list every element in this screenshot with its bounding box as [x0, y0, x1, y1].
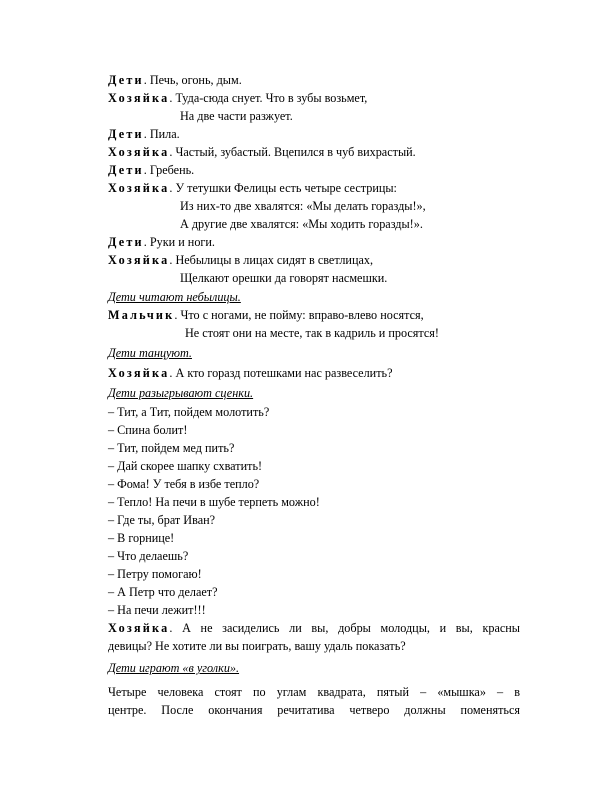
paragraph-line: Четыре человека стоят по углам квадрата, пятый – «мышка» – в — [108, 685, 520, 699]
dialogue-line — [108, 180, 397, 196]
dialogue-line — [108, 620, 520, 636]
dialogue-line: – Петру помогаю! — [108, 567, 202, 581]
line-text: А другие две хвалятся: «Мы ходить горазды!». — [180, 217, 423, 231]
verse-line — [180, 108, 293, 124]
dialogue-line — [108, 72, 242, 88]
speaker-name: Дети — [108, 163, 144, 177]
dialogue-line — [108, 126, 180, 142]
stage-direction: Дети танцуют. — [108, 346, 192, 360]
line-text: . Что с ногами, не пойму: вправо-влево носятся, — [174, 308, 424, 322]
line-text: . А кто горазд потешками нас развеселить? — [169, 366, 393, 380]
dialogue-line: – Где ты, брат Иван? — [108, 513, 216, 527]
dialogue-line: – В горнице! — [108, 531, 175, 545]
verse-line — [185, 325, 439, 341]
dialogue-line: – Тит, пойдем мед пить? — [108, 441, 235, 455]
stage-direction: Дети разыгрывают сценки. — [108, 386, 254, 400]
dialogue-line — [108, 144, 416, 160]
speaker-name: Хозяйка — [108, 253, 170, 267]
dialogue-line: – Спина болит! — [108, 423, 188, 437]
line-text: . Пила. — [143, 127, 180, 141]
dialogue-line — [108, 307, 424, 323]
line-text: Не стоят они на месте, так в кадриль и просятся! — [185, 326, 439, 340]
speaker-name: Хозяйка — [108, 621, 170, 635]
line-text: Щелкают орешки да говорят насмешки. — [180, 271, 388, 285]
stage-direction: Дети играют «в уголки». — [108, 661, 240, 675]
dialogue-line: – Что делаешь? — [108, 549, 189, 563]
dialogue-line: – А Петр что делает? — [108, 585, 218, 599]
line-text: . Руки и ноги. — [143, 235, 215, 249]
speaker-name: Мальчик — [108, 308, 175, 322]
verse-line — [180, 270, 387, 286]
dialogue-line — [108, 90, 367, 106]
dialogue-line: – Тепло! На печи в шубе терпеть можно! — [108, 495, 320, 509]
line-text: . Туда-сюда снует. Что в зубы возьмет, — [169, 91, 368, 105]
dialogue-line — [108, 234, 215, 250]
stage-direction: Дети читают небылицы. — [108, 290, 241, 304]
dialogue-line — [108, 162, 194, 178]
line-text: . Частый, зубастый. Вцепился в чуб вихрастый. — [169, 145, 416, 159]
line-text: . А не засиделись ли вы, добры молодцы, и вы, красны — [169, 621, 520, 635]
speaker-name: Хозяйка — [108, 366, 170, 380]
dialogue-line: – На печи лежит!!! — [108, 603, 206, 617]
verse-line — [180, 198, 426, 214]
line-text: . Гребень. — [143, 163, 195, 177]
speaker-name: Дети — [108, 73, 144, 87]
speaker-name: Хозяйка — [108, 145, 170, 159]
dialogue-line: – Тит, а Тит, пойдем молотить? — [108, 405, 270, 419]
dialogue-line — [108, 252, 373, 268]
speaker-name: Хозяйка — [108, 181, 170, 195]
line-text: . У тетушки Фелицы есть четыре сестрицы: — [169, 181, 397, 195]
speaker-name: Дети — [108, 127, 144, 141]
paragraph-line: центре. После окончания речитатива четверо должны поменяться — [108, 703, 520, 717]
line-text: Из них-то две хвалятся: «Мы делать горазды!», — [180, 199, 426, 213]
dialogue-line — [108, 365, 393, 381]
dialogue-line: – Фома! У тебя в избе тепло? — [108, 477, 260, 491]
line-text: . Печь, огонь, дым. — [143, 73, 242, 87]
speaker-name: Дети — [108, 235, 144, 249]
line-text: . Небылицы в лицах сидят в светлицах, — [169, 253, 374, 267]
dialogue-line: девицы? Не хотите ли вы поиграть, вашу удаль показать? — [108, 639, 406, 653]
verse-line — [180, 216, 423, 232]
speaker-name: Хозяйка — [108, 91, 170, 105]
dialogue-line: – Дай скорее шапку схватить! — [108, 459, 263, 473]
line-text: На две части разжует. — [180, 109, 293, 123]
